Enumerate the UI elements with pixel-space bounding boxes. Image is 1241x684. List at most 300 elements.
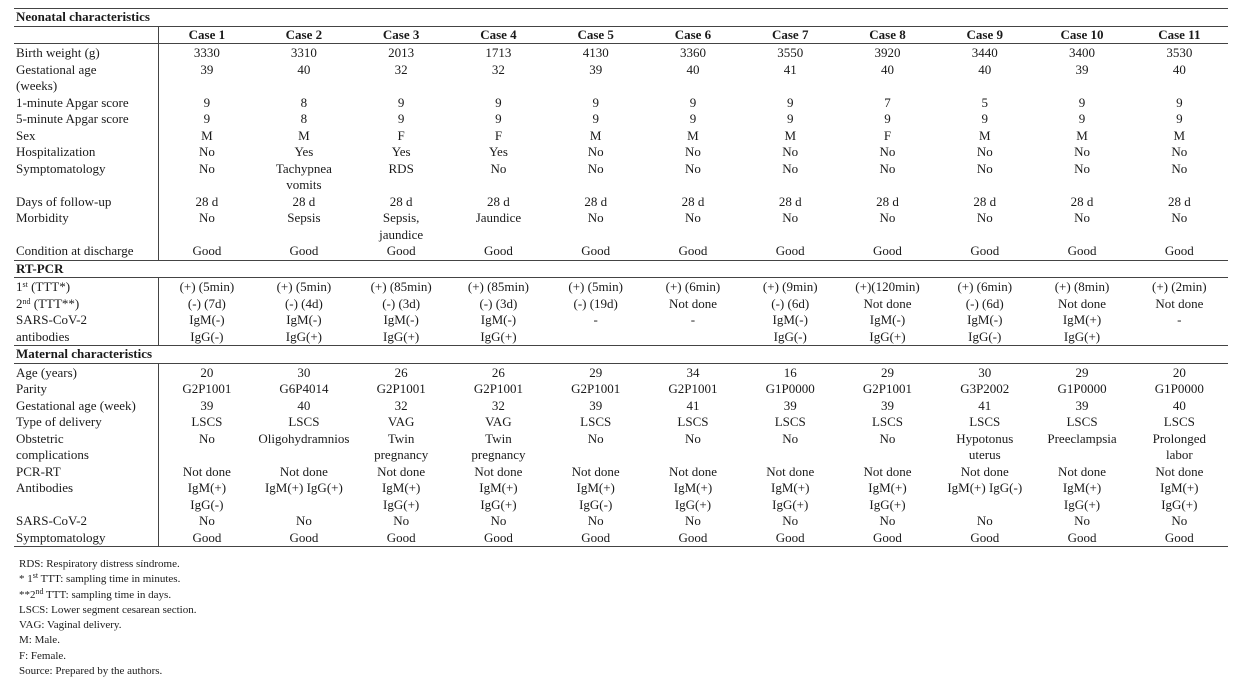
cell-line: Jaundice bbox=[475, 210, 522, 225]
table-cell bbox=[644, 95, 741, 112]
cell-line: Not done bbox=[474, 463, 523, 479]
cell-line: M bbox=[298, 127, 310, 143]
table-cell bbox=[936, 210, 1033, 243]
table-cell bbox=[158, 144, 255, 161]
cell-line: Yes bbox=[294, 144, 314, 159]
cell-line: (-) (4d) bbox=[284, 295, 323, 311]
cell-line: No bbox=[587, 210, 604, 225]
cell-line: IgM(-) bbox=[286, 312, 322, 327]
table-cell bbox=[1131, 312, 1228, 346]
table-cell bbox=[1131, 111, 1228, 128]
cell-line: 1713 bbox=[485, 45, 512, 60]
cell-line: No bbox=[685, 513, 701, 528]
table-cell bbox=[936, 62, 1033, 95]
cell-line: No bbox=[198, 160, 215, 176]
cell-line: 20 bbox=[1172, 364, 1186, 380]
cell-line: No bbox=[295, 513, 312, 528]
table-cell bbox=[158, 243, 255, 260]
table-cell bbox=[255, 128, 352, 145]
cell-line: No bbox=[879, 430, 896, 446]
cell-line: 20 bbox=[200, 364, 214, 380]
table-cell bbox=[450, 530, 547, 547]
table-cell bbox=[158, 210, 255, 243]
cell-line: Not done bbox=[668, 295, 717, 311]
table-cell bbox=[450, 194, 547, 211]
cell-line: No bbox=[490, 160, 507, 176]
table-cell bbox=[644, 414, 741, 431]
cell-line: 5 bbox=[981, 94, 988, 110]
table-cell bbox=[742, 210, 839, 243]
cell-line: Obstetric bbox=[16, 430, 64, 446]
table-cell bbox=[255, 95, 352, 112]
table-cell bbox=[255, 194, 352, 211]
table-cell bbox=[158, 296, 255, 313]
cell-line: 9 bbox=[495, 111, 502, 126]
cell-line: Tachypnea bbox=[275, 160, 332, 176]
footnote: VAG: Vaginal delivery. bbox=[19, 619, 122, 632]
table-cell bbox=[936, 278, 1033, 296]
table-cell bbox=[936, 480, 1033, 513]
table-cell bbox=[353, 243, 450, 260]
cell-line: Good bbox=[1164, 243, 1194, 258]
table-cell bbox=[936, 513, 1033, 530]
table-cell bbox=[644, 111, 741, 128]
cell-line: Good bbox=[483, 243, 513, 258]
cell-line: Sepsis bbox=[287, 210, 321, 225]
table-cell bbox=[742, 243, 839, 260]
cell-line: 3310 bbox=[290, 45, 317, 60]
table-cell bbox=[450, 278, 547, 296]
cell-line: IgG(+) bbox=[480, 328, 517, 344]
table-row bbox=[14, 464, 1228, 481]
table-cell bbox=[450, 128, 547, 145]
cell-line: No bbox=[198, 144, 215, 159]
table-cell bbox=[450, 464, 547, 481]
table-row bbox=[14, 210, 1228, 243]
cell-line: IgG(+) bbox=[869, 328, 906, 344]
row-label bbox=[14, 530, 158, 547]
row-label bbox=[14, 111, 158, 128]
cell-line: LSCS bbox=[1066, 414, 1098, 429]
cell-line: 32 bbox=[491, 61, 505, 77]
cell-line: (+) (8min) bbox=[1054, 279, 1110, 294]
table-row bbox=[14, 363, 1228, 381]
cell-line: 9 bbox=[689, 111, 697, 126]
table-cell bbox=[742, 480, 839, 513]
table-cell bbox=[353, 381, 450, 398]
cell-line: 3360 bbox=[679, 45, 706, 60]
cell-line: (+)(120min) bbox=[855, 279, 920, 294]
table-cell bbox=[450, 210, 547, 243]
cell-line: (weeks) bbox=[16, 78, 58, 93]
cell-line: labor bbox=[1165, 447, 1193, 462]
table-cell bbox=[644, 144, 741, 161]
table-cell bbox=[644, 381, 741, 398]
cell-line: No bbox=[1171, 513, 1188, 528]
cell-line: F bbox=[883, 127, 892, 143]
cell-line: (-) (19d) bbox=[573, 295, 618, 311]
cell-line: 26 bbox=[491, 364, 505, 380]
cell-line: (-) (3d) bbox=[479, 295, 518, 311]
cell-line: Good bbox=[678, 529, 708, 545]
table-cell bbox=[547, 312, 644, 346]
cell-line: IgG(+) bbox=[480, 496, 517, 512]
table-row bbox=[14, 530, 1228, 547]
case-header: Case 9 bbox=[936, 26, 1033, 44]
cell-line: 39 bbox=[880, 397, 894, 413]
cell-line: 40 bbox=[978, 61, 992, 77]
cell-line: IgG(+) bbox=[383, 496, 420, 512]
table-cell bbox=[1131, 530, 1228, 547]
cell-line: No bbox=[587, 144, 604, 159]
table-cell bbox=[644, 128, 741, 145]
cell-line: Gestational age (week) bbox=[16, 397, 136, 413]
table-cell bbox=[353, 363, 450, 381]
table-cell bbox=[547, 363, 644, 381]
cell-line: VAG bbox=[387, 414, 415, 429]
table-cell bbox=[255, 44, 352, 62]
case-header: Case 10 bbox=[1033, 26, 1130, 44]
cell-line: No bbox=[976, 160, 993, 176]
table-cell bbox=[1033, 194, 1130, 211]
table-cell bbox=[1033, 296, 1130, 313]
cell-line: (-) (7d) bbox=[187, 295, 226, 311]
cell-line: No bbox=[1171, 210, 1188, 225]
table-cell bbox=[1033, 480, 1130, 513]
row-label bbox=[14, 513, 158, 530]
cell-line: - bbox=[593, 312, 598, 327]
cell-line: Not done bbox=[182, 463, 231, 479]
cell-line: 29 bbox=[880, 364, 894, 380]
table-row bbox=[14, 296, 1228, 313]
cell-line: IgG(+) bbox=[285, 328, 322, 344]
row-label bbox=[14, 381, 158, 398]
cell-line: 28 d bbox=[487, 193, 510, 209]
cell-line: Not done bbox=[1058, 295, 1107, 311]
cell-line: IgM(-) bbox=[189, 312, 225, 327]
table-cell bbox=[255, 414, 352, 431]
table-cell bbox=[839, 414, 936, 431]
cell-line: Good bbox=[970, 243, 1000, 258]
section-title: RT-PCR bbox=[14, 260, 1228, 278]
cell-line: SARS-CoV-2 bbox=[16, 312, 88, 327]
cell-line: IgM(+) bbox=[771, 480, 810, 495]
cell-line: 41 bbox=[783, 61, 797, 77]
table-cell bbox=[255, 62, 352, 95]
cell-line: No bbox=[879, 210, 896, 225]
table-cell bbox=[742, 513, 839, 530]
table-row bbox=[14, 128, 1228, 145]
cell-line: 3440 bbox=[971, 45, 998, 60]
cell-line: Good bbox=[970, 529, 1000, 545]
cell-line: Sepsis, bbox=[382, 210, 420, 225]
table-cell bbox=[158, 513, 255, 530]
table-cell bbox=[839, 44, 936, 62]
table-cell bbox=[547, 62, 644, 95]
table-cell bbox=[1033, 431, 1130, 464]
cell-line: 39 bbox=[1075, 61, 1089, 77]
cell-line: 28 d bbox=[778, 193, 802, 209]
cell-line: (+) (5min) bbox=[276, 279, 332, 294]
cell-line: No bbox=[976, 210, 993, 225]
cell-line: IgM(+) bbox=[381, 480, 421, 495]
cell-line: 40 bbox=[880, 61, 894, 77]
cell-line: Parity bbox=[16, 381, 48, 396]
table-cell bbox=[547, 278, 644, 296]
cell-line: 41 bbox=[978, 397, 992, 413]
cell-line: No bbox=[198, 210, 215, 225]
cell-line: Days of follow-up bbox=[16, 193, 112, 209]
table-cell bbox=[450, 414, 547, 431]
cell-line: LSCS bbox=[677, 414, 709, 429]
cell-line: 28 d bbox=[876, 193, 899, 209]
table-cell bbox=[936, 398, 1033, 415]
table-cell bbox=[742, 144, 839, 161]
cell-line: (-) (3d) bbox=[382, 295, 421, 311]
table-row bbox=[14, 194, 1228, 211]
table-cell bbox=[742, 44, 839, 62]
cell-line: Good bbox=[678, 243, 708, 258]
table-cell bbox=[1033, 464, 1130, 481]
table-cell bbox=[1131, 464, 1228, 481]
cell-line: M bbox=[1173, 127, 1186, 143]
section-title: Neonatal characteristics bbox=[14, 9, 1228, 27]
table-cell bbox=[1033, 210, 1130, 243]
cell-line: jaundice bbox=[379, 226, 424, 242]
table-cell bbox=[1131, 431, 1228, 464]
cell-line: LSCS bbox=[288, 414, 320, 429]
table-cell bbox=[353, 464, 450, 481]
row-label bbox=[14, 210, 158, 243]
table-cell bbox=[1033, 243, 1130, 260]
table-cell bbox=[1131, 296, 1228, 313]
table-cell bbox=[450, 513, 547, 530]
footnote: M: Male. bbox=[19, 634, 60, 647]
table-cell bbox=[644, 243, 741, 260]
table-cell bbox=[839, 128, 936, 145]
table-cell bbox=[255, 111, 352, 128]
cell-line: G2P1001 bbox=[571, 381, 621, 396]
row-label bbox=[14, 278, 158, 296]
cell-line: IgM(+) bbox=[1160, 480, 1199, 495]
cell-line: 1st (TTT*) bbox=[16, 279, 71, 294]
cell-line: Morbidity bbox=[16, 210, 69, 225]
table-cell bbox=[839, 464, 936, 481]
table-cell bbox=[1131, 194, 1228, 211]
table-cell bbox=[839, 530, 936, 547]
table-cell bbox=[1033, 62, 1130, 95]
cell-line: M bbox=[784, 127, 796, 143]
cell-line: No bbox=[685, 430, 701, 446]
cell-line: G1P0000 bbox=[765, 381, 815, 396]
cell-line: 40 bbox=[1172, 61, 1186, 77]
table-cell bbox=[255, 363, 352, 381]
cell-line: Twin bbox=[387, 430, 415, 446]
cell-line: (+) (2min) bbox=[1152, 279, 1207, 294]
table-row bbox=[14, 111, 1228, 128]
case-characteristics-table bbox=[14, 8, 1228, 547]
cell-line: 8 bbox=[300, 111, 308, 126]
cell-line: G2P1001 bbox=[376, 381, 426, 396]
table-cell bbox=[353, 296, 450, 313]
cell-line: 9 bbox=[203, 94, 211, 110]
cell-line: No bbox=[1074, 160, 1090, 176]
table-cell bbox=[158, 194, 255, 211]
cell-line: Sex bbox=[16, 127, 36, 143]
cell-line: RDS bbox=[388, 160, 414, 176]
table-cell bbox=[547, 111, 644, 128]
cell-line: Good bbox=[581, 243, 611, 258]
cell-line: No bbox=[782, 513, 799, 528]
cell-line: 32 bbox=[394, 61, 408, 77]
cell-line: M bbox=[978, 127, 991, 143]
table-cell bbox=[158, 363, 255, 381]
cell-line: Good bbox=[192, 529, 222, 545]
table-cell bbox=[547, 480, 644, 513]
table-cell bbox=[353, 278, 450, 296]
cell-line: 9 bbox=[786, 94, 794, 110]
cell-line: uterus bbox=[968, 447, 1001, 462]
cell-line: No bbox=[976, 144, 993, 159]
cell-line: LSCS bbox=[969, 414, 1001, 429]
cell-line: No bbox=[1074, 144, 1090, 159]
cell-line: Not done bbox=[668, 463, 717, 479]
table-cell bbox=[255, 381, 352, 398]
cell-line: 2nd (TTT**) bbox=[16, 295, 80, 311]
cell-line: (+) (6min) bbox=[665, 279, 721, 294]
case-header: Case 8 bbox=[839, 26, 936, 44]
table-cell bbox=[158, 398, 255, 415]
table-cell bbox=[255, 296, 352, 313]
table-cell bbox=[644, 194, 741, 211]
cell-line: Good bbox=[386, 529, 416, 545]
cell-line: IgM(+) bbox=[479, 480, 518, 495]
table-cell bbox=[1033, 381, 1130, 398]
table-row bbox=[14, 312, 1228, 346]
table-cell bbox=[936, 530, 1033, 547]
cell-line: Not done bbox=[571, 463, 620, 479]
table-cell bbox=[742, 278, 839, 296]
table-cell bbox=[644, 62, 741, 95]
cell-line: F bbox=[494, 127, 503, 143]
cell-line: LSCS bbox=[1163, 414, 1195, 429]
table-cell bbox=[353, 111, 450, 128]
cell-line: IgM(+) bbox=[868, 480, 907, 495]
table-cell bbox=[450, 480, 547, 513]
cell-line: Not done bbox=[766, 463, 815, 479]
cell-line: 9 bbox=[203, 111, 211, 126]
cell-line: IgM(-) bbox=[967, 312, 1003, 327]
cell-line: M bbox=[589, 127, 602, 143]
table-cell bbox=[158, 62, 255, 95]
table-cell bbox=[255, 210, 352, 243]
cell-line: 28 d bbox=[584, 193, 608, 209]
case-header: Case 6 bbox=[644, 26, 741, 44]
cell-line: 8 bbox=[300, 94, 308, 110]
table-cell bbox=[839, 243, 936, 260]
cell-line: No bbox=[198, 430, 215, 446]
cell-line: Oligohydramnios bbox=[258, 430, 350, 446]
table-cell bbox=[936, 128, 1033, 145]
table-cell bbox=[353, 161, 450, 194]
cell-line: Not done bbox=[377, 463, 426, 479]
table-cell bbox=[936, 414, 1033, 431]
table-cell bbox=[158, 464, 255, 481]
case-header: Case 4 bbox=[450, 26, 547, 44]
cell-line: 1-minute Apgar score bbox=[16, 94, 129, 110]
row-label bbox=[14, 128, 158, 145]
cell-line: G2P1001 bbox=[182, 381, 232, 396]
table-cell bbox=[644, 296, 741, 313]
table-cell bbox=[742, 381, 839, 398]
footnote: Source: Prepared by the authors. bbox=[19, 665, 163, 678]
table-cell bbox=[353, 210, 450, 243]
table-cell bbox=[936, 431, 1033, 464]
table-cell bbox=[839, 480, 936, 513]
cell-line: Not done bbox=[1058, 463, 1107, 479]
table-cell bbox=[158, 161, 255, 194]
table-cell bbox=[1131, 398, 1228, 415]
table-cell bbox=[936, 363, 1033, 381]
case-header: Case 7 bbox=[742, 26, 839, 44]
table-cell bbox=[353, 312, 450, 346]
table-row bbox=[14, 414, 1228, 431]
cell-line: Good bbox=[1164, 529, 1194, 545]
table-row bbox=[14, 480, 1228, 513]
case-header: Case 11 bbox=[1131, 26, 1228, 44]
cell-line: 9 bbox=[786, 111, 794, 126]
table-cell bbox=[353, 480, 450, 513]
table-cell bbox=[936, 44, 1033, 62]
cell-line: 9 bbox=[397, 94, 405, 110]
cell-line: Good bbox=[873, 243, 902, 258]
table-footnotes bbox=[19, 557, 196, 679]
table-cell bbox=[547, 144, 644, 161]
cell-line: No bbox=[976, 513, 993, 528]
cell-line: 26 bbox=[394, 364, 408, 380]
table-cell bbox=[936, 464, 1033, 481]
cell-line: No bbox=[1074, 210, 1090, 225]
table-cell bbox=[158, 414, 255, 431]
table-cell bbox=[547, 161, 644, 194]
table-cell bbox=[1131, 243, 1228, 260]
footnote: * 1st TTT: sampling time in minutes. bbox=[19, 571, 181, 586]
cell-line: 28 d bbox=[1070, 193, 1094, 209]
table-cell bbox=[1033, 128, 1130, 145]
table-cell bbox=[1131, 144, 1228, 161]
table-cell bbox=[839, 381, 936, 398]
cell-line: IgM(+) bbox=[1062, 312, 1102, 327]
cell-line: IgM(-) bbox=[869, 312, 906, 327]
row-label bbox=[14, 243, 158, 260]
cell-line: 9 bbox=[1176, 111, 1183, 126]
cell-line: G1P0000 bbox=[1057, 381, 1107, 396]
table-cell bbox=[839, 111, 936, 128]
table-cell bbox=[547, 95, 644, 112]
table-cell bbox=[158, 431, 255, 464]
cell-line: IgM(-) bbox=[772, 312, 808, 327]
cell-line: Preeclampsia bbox=[1047, 430, 1117, 446]
table-cell bbox=[1033, 161, 1130, 194]
cell-line: 30 bbox=[297, 364, 311, 380]
cell-line: 34 bbox=[686, 364, 700, 380]
table-cell bbox=[839, 431, 936, 464]
cell-line: IgG(-) bbox=[579, 496, 613, 512]
section-rt-pcr bbox=[14, 260, 1228, 278]
cell-line: Not done bbox=[1155, 295, 1204, 311]
table-cell bbox=[1131, 363, 1228, 381]
cell-line: G2P1001 bbox=[668, 381, 718, 396]
